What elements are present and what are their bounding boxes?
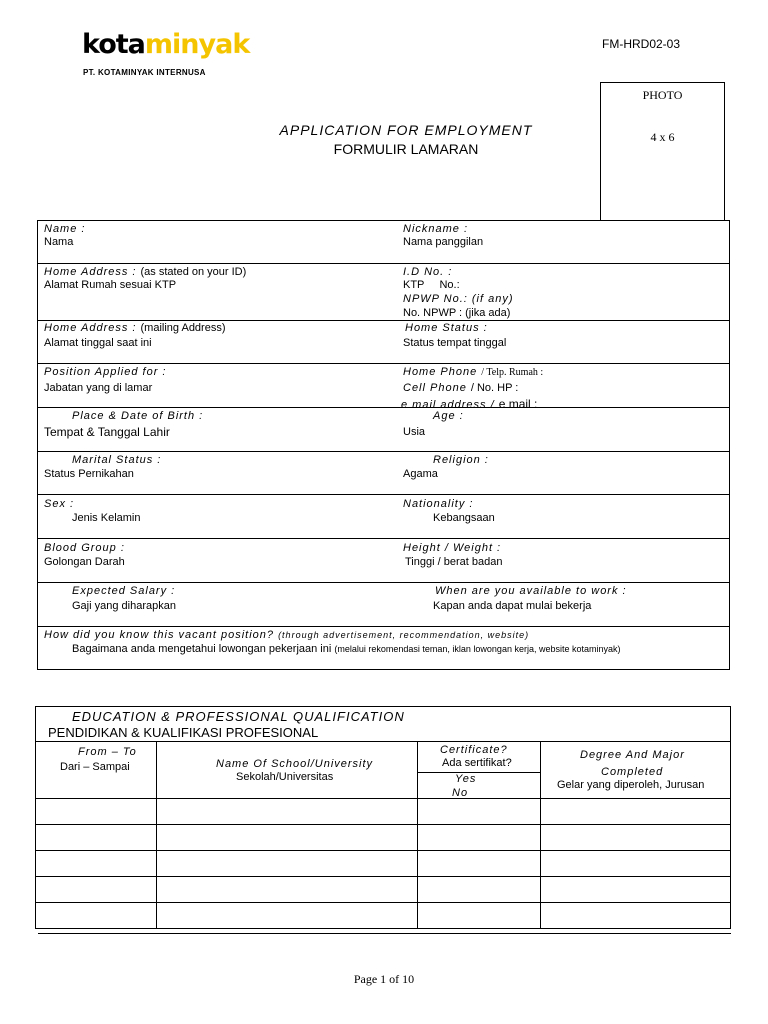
age-label-id: Usia <box>403 426 426 438</box>
cell-phone-label: Cell Phone / No. HP : <box>403 382 519 394</box>
age-label-en: Age : <box>433 410 464 422</box>
education-title-id: PENDIDIKAN & KUALIFIKASI PROFESIONAL <box>48 725 319 740</box>
logo-part-1: kota <box>82 29 145 60</box>
height-label-en: Height / Weight : <box>403 542 502 554</box>
page-number: Page 1 of 10 <box>353 972 415 986</box>
name-label-en: Name : <box>44 223 86 235</box>
col-from-en: From – To <box>78 746 137 758</box>
col-cert-no: No <box>452 787 469 799</box>
salary-label-en: Expected Salary : <box>72 585 176 597</box>
npwp-label-en: NPWP No.: (if any) <box>403 293 514 305</box>
religion-label-en: Religion : <box>433 454 489 466</box>
sex-label-en: Sex : <box>44 498 75 510</box>
available-label-en: When are you available to work : <box>435 585 627 597</box>
name-label-id: Nama <box>44 236 74 248</box>
form-title: APPLICATION FOR EMPLOYMENT <box>279 122 533 138</box>
col-degree-id: Gelar yang diperoleh, Jurusan <box>557 779 705 791</box>
available-label-id: Kapan anda dapat mulai bekerja <box>433 600 592 612</box>
religion-label-id: Agama <box>403 468 438 480</box>
education-title-en: EDUCATION & PROFESSIONAL QUALIFICATION <box>72 709 405 724</box>
photo-label: PHOTO <box>642 88 683 102</box>
col-from-id: Dari – Sampai <box>60 761 130 773</box>
col-school-en: Name Of School/University <box>216 758 374 770</box>
nationality-label-id: Kebangsaan <box>433 512 495 524</box>
col-degree-en-2: Completed <box>601 766 664 778</box>
height-label-id: Tinggi / berat badan <box>405 556 503 568</box>
vacancy-label-en: How did you know this vacant position? (through advertisement, recommendation, website) <box>44 629 530 641</box>
home-status-label-en: Home Status : <box>405 322 488 334</box>
salary-label-id: Gaji yang diharapkan <box>72 600 176 612</box>
id-no-label-id: KTP No.: <box>403 279 460 291</box>
position-label-id: Jabatan yang di lamar <box>44 382 153 394</box>
nickname-label-id: Nama panggilan <box>403 236 484 248</box>
email-label: e mail address / e mail : <box>401 397 538 411</box>
nickname-label-en: Nickname : <box>403 223 469 235</box>
vacancy-label-id: Bagaimana anda mengetahui lowongan pekerjaan ini (melalui rekomendasi teman, iklan lowongan kerja, website kotaminyak) <box>72 643 621 655</box>
marital-label-en: Marital Status : <box>72 454 162 466</box>
photo-size: 4 x 6 <box>650 130 675 144</box>
blood-label-en: Blood Group : <box>44 542 125 554</box>
home-address-label-id: Alamat Rumah sesuai KTP <box>44 279 177 291</box>
col-degree-en-1: Degree And Major <box>580 749 685 761</box>
marital-label-id: Status Pernikahan <box>44 468 134 480</box>
col-cert-en: Certificate? <box>440 744 508 756</box>
company-logo <box>82 30 249 60</box>
home-address-label-en: Home Address : (as stated on your ID) <box>44 266 247 278</box>
npwp-label-id: No. NPWP : (jika ada) <box>403 307 511 319</box>
position-label-en: Position Applied for : <box>44 366 167 378</box>
company-name: PT. KOTAMINYAK INTERNUSA <box>83 68 206 77</box>
birth-label-id: Tempat & Tanggal Lahir <box>44 425 170 439</box>
birth-label-en: Place & Date of Birth : <box>72 410 204 422</box>
home-status-label-id: Status tempat tinggal <box>403 337 507 349</box>
mailing-address-label-id: Alamat tinggal saat ini <box>44 337 152 349</box>
home-phone-label: Home Phone / Telp. Rumah : <box>403 366 544 378</box>
sex-label-id: Jenis Kelamin <box>72 512 141 524</box>
blood-label-id: Golongan Darah <box>44 556 125 568</box>
col-school-id: Sekolah/Universitas <box>236 771 334 783</box>
nationality-label-en: Nationality : <box>403 498 474 510</box>
col-cert-yes: Yes <box>455 773 477 785</box>
form-subtitle: FORMULIR LAMARAN <box>333 141 479 157</box>
form-code: FM-HRD02-03 <box>602 37 681 51</box>
logo-part-2: minyak <box>144 29 250 60</box>
id-no-label-en: I.D No. : <box>403 266 453 278</box>
mailing-address-label-en: Home Address : (mailing Address) <box>44 322 226 334</box>
col-cert-id: Ada sertifikat? <box>442 757 512 769</box>
